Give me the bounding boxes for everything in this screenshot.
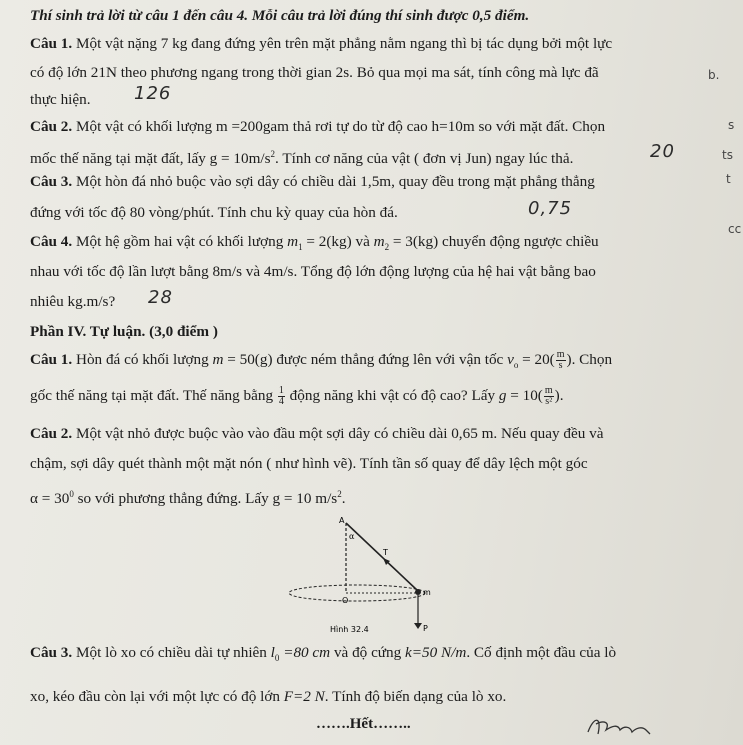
svg-text:α: α <box>349 532 355 541</box>
question-1-line-3: thực hiện. <box>30 91 91 108</box>
svg-text:P: P <box>423 624 428 633</box>
essay-2-line-2: chậm, sợi dây quét thành một mặt nón ( như hình vẽ). Tính tần số quay để dây lệch một góc <box>30 455 588 472</box>
end-marker: …….Hết…….. <box>316 716 411 732</box>
edge-mark: ts <box>722 148 733 162</box>
part-4-title: Phần IV. Tự luận. (3,0 điểm ) <box>30 323 218 340</box>
handwritten-answer-1: 126 <box>134 83 172 104</box>
essay-2-line-3: $\alpha = 30^0$ so với phương thẳng đứng. Lấy g = 10 $m/s^2$. <box>30 489 346 508</box>
conical-pendulum-figure <box>262 515 447 640</box>
section-instruction: Thí sinh trả lời từ câu 1 đến câu 4. Mỗi câu trả lời đúng thí sinh được 0,5 điểm. <box>30 7 530 24</box>
question-4-line-2: nhau với tốc độ lần lượt bằng 8m/s và 4m/s. Tổng độ lớn động lượng của hệ hai vật bằng bao <box>30 263 596 280</box>
edge-mark: s <box>728 118 735 132</box>
handwritten-answer-3: 0,75 <box>528 198 573 219</box>
edge-mark: cc <box>728 222 742 236</box>
svg-text:m: m <box>423 588 431 597</box>
essay-3-line-1: Câu 3. Một lò xo có chiều dài tự nhiên $l_0 =80$ cm và độ cứng k=50 N/m. Cố định một đầu của lò <box>30 644 617 664</box>
question-2-line-2: mốc thế năng tại mặt đất, lấy $g = 10m/s^2$. Tính cơ năng của vật ( đơn vị Jun) ngay lúc thả. <box>30 149 574 168</box>
question-1-line-1: Câu 1. Một vật nặng 7 kg đang đứng yên trên mặt phẳng nằm ngang thì bị tác dụng bởi một lực <box>30 35 613 52</box>
question-4-line-3: nhiêu kg.m/s? <box>30 293 116 310</box>
edge-mark: b. <box>708 68 720 82</box>
weight-arrowhead <box>414 623 422 629</box>
handwritten-answer-4: 28 <box>148 287 173 308</box>
figure-caption: Hình 32.4 <box>330 625 369 634</box>
question-1-line-2: có độ lớn 21N theo phương ngang trong thời gian 2s. Bỏ qua mọi ma sát, tính công mà lực đã <box>30 64 599 81</box>
question-3-line-2: đứng với tốc độ 80 vòng/phút. Tính chu kỳ quay của hòn đá. <box>30 204 398 221</box>
svg-text:O: O <box>342 596 349 605</box>
svg-text:T: T <box>383 548 388 557</box>
essay-3-line-2: xo, kéo đầu còn lại với một lực có độ lớn F=2 N. Tính độ biến dạng của lò xo. <box>30 688 507 705</box>
question-3-line-1: Câu 3. Một hòn đá nhỏ buộc vào sợi dây có chiều dài 1,5m, quay đều trong mặt phẳng thẳng <box>30 173 595 190</box>
circular-path <box>289 585 425 601</box>
question-4-line-1: Câu 4. Một hệ gồm hai vật có khối lượng $m_1 = 2(kg)$ và $m_2 = 3(kg)$ chuyển động ngược chiều <box>30 233 599 253</box>
svg-text:A: A <box>339 516 345 525</box>
question-2-line-1: Câu 2. Một vật có khối lượng m =200gam thả rơi tự do từ độ cao h=10m so với mặt đất. Chọn <box>30 118 606 135</box>
signature-scribble <box>584 712 654 740</box>
edge-mark: t <box>726 172 731 186</box>
essay-1-line-1: Câu 1. Hòn đá có khối lượng m = 50(g) được ném thẳng đứng lên với vận tốc $v_o = 20$( $\frac{m}{s}$ ). Chọn <box>30 349 613 372</box>
string <box>346 523 418 591</box>
handwritten-answer-2: 20 <box>650 141 675 162</box>
essay-2-line-1: Câu 2. Một vật nhỏ được buộc vào vào đầu một sợi dây có chiều dài 0,65 m. Nếu quay đều và <box>30 425 604 442</box>
mass-ball <box>415 589 421 595</box>
question-1-label: Câu 1. <box>30 35 73 52</box>
essay-1-line-2: gốc thế năng tại mặt đất. Thế năng bằng $\frac{1}{4}$ động năng khi vật có độ cao? Lấy g = 10( $\frac{m}{\text{s²}}$ ). <box>30 385 564 408</box>
